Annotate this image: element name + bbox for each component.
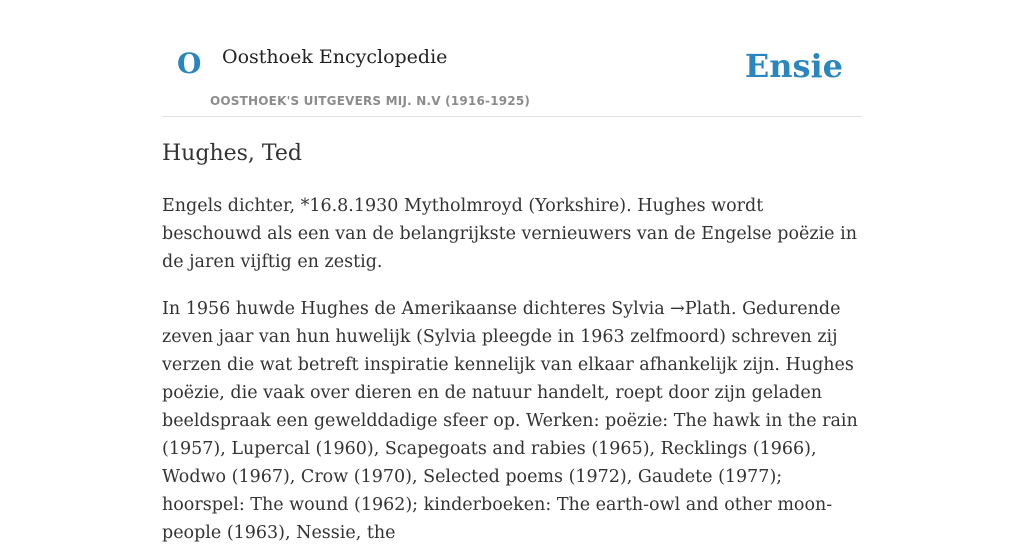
publisher-subtitle: OOSTHOEK'S UITGEVERS MIJ. N.V (1916-1925) xyxy=(210,94,531,108)
site-header xyxy=(162,0,862,117)
brand-logo-link[interactable]: Ensie xyxy=(744,47,843,85)
entry-title: Hughes, Ted xyxy=(162,141,302,166)
entry-paragraph: Engels dichter, *16.8.1930 Mytholmroyd (Yorkshire). Hughes wordt beschouwd als een van de belangrijkste vernieuwers van de Engelse poëzie in de jaren vijftig en zestig. xyxy=(162,196,857,272)
site-title: Oosthoek Encyclopedie xyxy=(222,46,448,68)
site-logo[interactable]: O xyxy=(177,47,202,80)
entry-article xyxy=(162,138,864,547)
entry-paragraph: In 1956 huwde Hughes de Amerikaanse dichteres Sylvia →Plath. Gedurende zeven jaar van hun huwelijk (Sylvia pleegde in 1963 zelfmoord) schreven zij verzen die wat betreft inspiratie kennelijk van elkaar afhankelijk zijn. Hughes poëzie, die vaak over dieren en de natuur handelt, roept door zijn geladen beeldspraak een gewelddadige sfeer op. Werken: poëzie: The hawk in the rain (1957), Lupercal (1960), Scapegoats and rabies (1965), Recklings (1966), Wodwo (1967), Crow (1970), Selected poems (1972), Gaudete (1977); hoorspel: The wound (1962); kinderboeken: The earth-owl and other moon-people (1963), Nessie, the xyxy=(162,299,858,543)
